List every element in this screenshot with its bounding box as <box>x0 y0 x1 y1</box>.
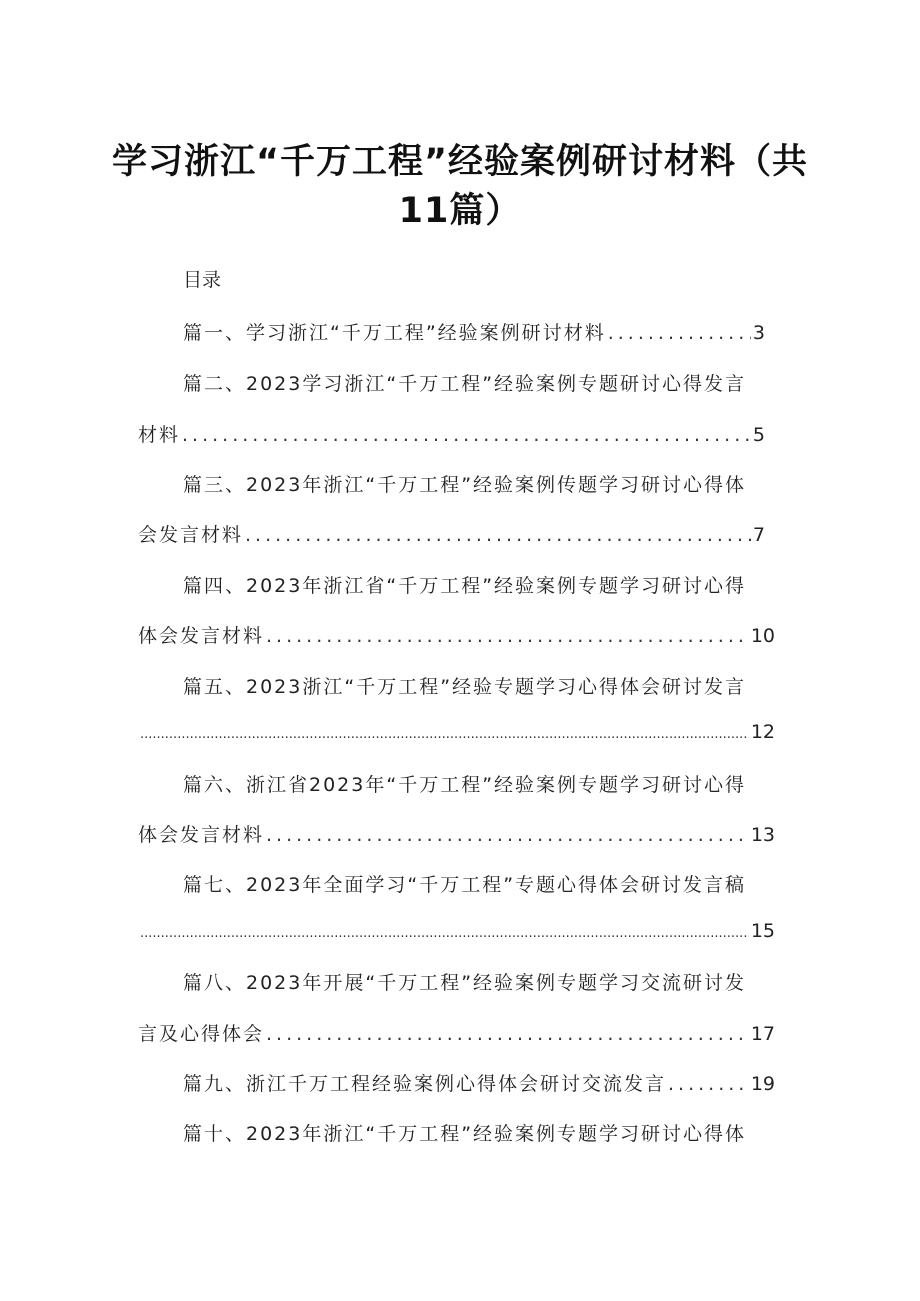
toc-entry-title-continued: 会发言材料 <box>138 524 244 546</box>
toc-entry-title-continued: 体会发言材料 <box>138 824 265 846</box>
toc-entry-title: 篇七、2023年全面学习“千万工程”专题心得体会研讨发言稿 <box>183 874 747 896</box>
toc-entry-title: 篇五、2023浙江“千万工程”经验专题学习心得体会研讨发言 <box>183 676 747 698</box>
toc-entry-title-continued: 言及心得体会 <box>138 1023 265 1045</box>
toc-leader-dots <box>266 1023 749 1045</box>
toc-entry-6-line-1[interactable] <box>183 770 746 797</box>
toc-leader-dots <box>140 926 749 941</box>
toc-entry-3-line-1[interactable] <box>183 470 746 497</box>
toc-page-number: 3 <box>752 322 765 344</box>
toc-leader-dots <box>140 727 749 742</box>
document-title-line-1: 学习浙江“千万工程”经验案例研讨材料（共 <box>111 142 808 182</box>
toc-page-number: 19 <box>750 1073 775 1095</box>
toc-entry-8-line-1[interactable] <box>183 968 746 995</box>
toc-entry-4-line-2[interactable] <box>138 621 775 648</box>
toc-entry-3-line-2[interactable] <box>138 520 765 547</box>
toc-entry-9[interactable] <box>183 1069 775 1096</box>
toc-entry-1[interactable] <box>183 318 765 345</box>
toc-leader-dots <box>668 1073 749 1095</box>
toc-page-number: 10 <box>750 625 775 647</box>
toc-entry-10-line-1[interactable] <box>183 1119 746 1146</box>
toc-leader-dots <box>608 322 751 344</box>
toc-entry-6-line-2[interactable] <box>138 820 775 847</box>
toc-entry-title-continued: 体会发言材料 <box>138 625 265 647</box>
toc-entry-title: 篇三、2023年浙江“千万工程”经验案例传题学习研讨心得体 <box>183 474 747 496</box>
toc-entry-title: 篇八、2023年开展“千万工程”经验案例专题学习交流研讨发 <box>183 972 747 994</box>
toc-entry-title: 篇九、浙江千万工程经验案例心得体会研讨交流发言 <box>183 1073 667 1095</box>
toc-page-number: 7 <box>752 524 765 546</box>
toc-page-number: 13 <box>750 824 775 846</box>
toc-entry-title-continued: 材料 <box>138 424 181 446</box>
toc-entry-title: 篇四、2023年浙江省“千万工程”经验案例专题学习研讨心得 <box>183 575 747 597</box>
toc-page-number: 17 <box>750 1023 775 1045</box>
toc-entry-7-line-2[interactable] <box>138 920 775 942</box>
toc-entry-title: 篇六、浙江省2023年“千万工程”经验案例专题学习研讨心得 <box>183 774 747 796</box>
toc-entry-5-line-2[interactable] <box>138 721 775 743</box>
toc-entry-4-line-1[interactable] <box>183 571 746 598</box>
toc-leader-dots <box>266 824 749 846</box>
toc-entry-title: 篇十、2023年浙江“千万工程”经验案例专题学习研讨心得体 <box>183 1123 747 1145</box>
toc-entry-2-line-1[interactable] <box>183 369 746 396</box>
document-title-line-2: 11篇） <box>398 191 522 231</box>
toc-heading: 目录 <box>183 269 222 291</box>
toc-page-number: 15 <box>750 920 775 942</box>
toc-entry-title: 篇二、2023学习浙江“千万工程”经验案例专题研讨心得发言 <box>183 373 747 395</box>
toc-entry-2-line-2[interactable] <box>138 420 765 447</box>
toc-entry-7-line-1[interactable] <box>183 870 746 897</box>
toc-page-number: 12 <box>750 721 775 743</box>
toc-page-number: 5 <box>752 424 765 446</box>
toc-leader-dots <box>182 424 751 446</box>
toc-entry-8-line-2[interactable] <box>138 1019 775 1046</box>
toc-entry-title: 篇一、学习浙江“千万工程”经验案例研讨材料 <box>183 322 606 344</box>
toc-leader-dots <box>245 524 751 546</box>
toc-leader-dots <box>266 625 749 647</box>
toc-entry-5-line-1[interactable] <box>183 672 746 699</box>
